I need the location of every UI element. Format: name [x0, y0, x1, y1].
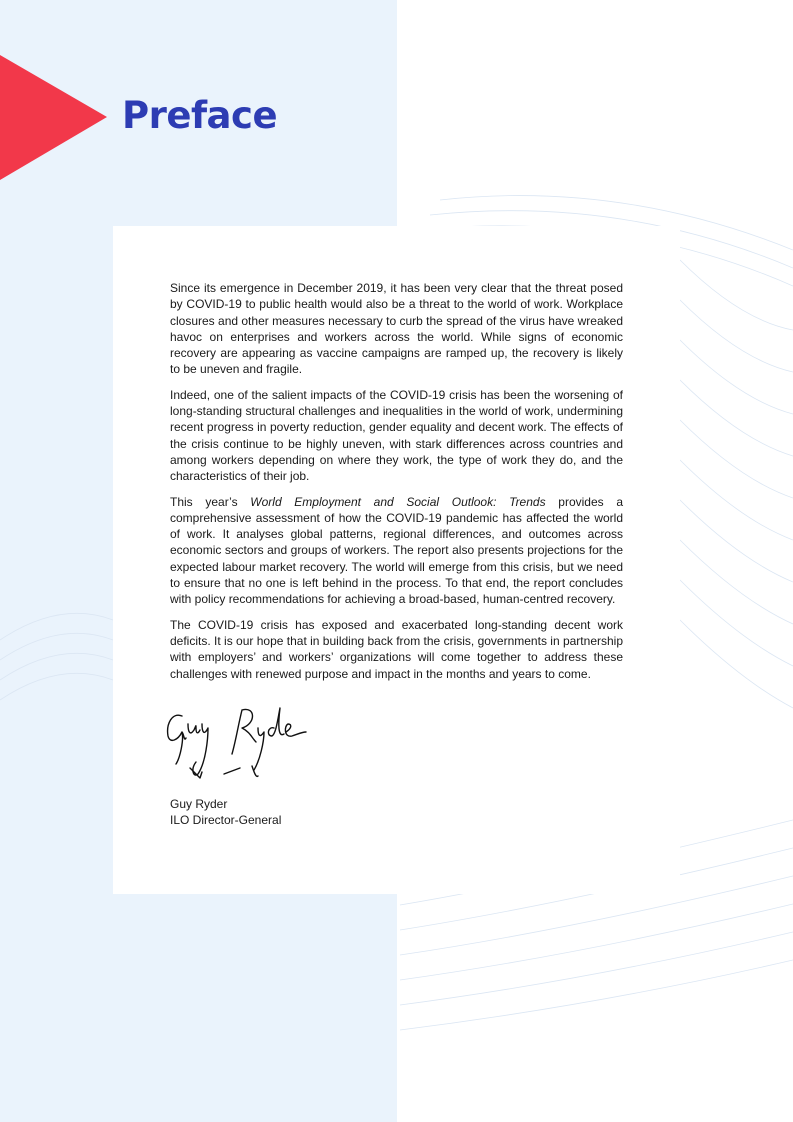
preface-body: [170, 280, 623, 691]
paragraph-1: Since its emergence in December 2019, it has been very clear that the threat posed by COVID-19 to public health would also be a threat to the world of work. Workplace closures and other measures necessary to curb the spread of the virus have wreaked havoc on enterprises and workers across the world. While signs of economic recovery are appearing as vaccine campaigns are ramped up, the recovery is likely to be uneven and fragile.: [170, 281, 623, 377]
red-triangle-shape: [0, 0, 110, 185]
signer-role: ILO Director-General: [170, 813, 282, 827]
paragraph-3-rest: provides a comprehensive assessment of how the COVID-19 pandemic has affected the world of work. It analyses global patterns, regional differences, and outcomes across economic sectors and groups of workers. The report also presents projections for the expected labour market recovery. The world will emerge from this crisis, but we need to ensure that no one is left behind in the process. To that end, the report concludes with policy recommendations for achieving a broad-based, human-centred recovery.: [170, 494, 623, 607]
signer-name: Guy Ryder: [170, 797, 228, 811]
paragraph-3: [170, 494, 623, 608]
paragraph-4: The COVID-19 crisis has exposed and exacerbated long-standing decent work deficits. It is our hope that in building back from the crisis, governments in partnership with employers’ and workers’ organizations will come together to address these challenges with renewed purpose and impact in the months and years to come.: [170, 617, 623, 681]
signer-block: [170, 796, 281, 828]
paragraph-3-lead: This year’s: [170, 494, 251, 509]
handwritten-signature: [160, 698, 320, 788]
paragraph-2: Indeed, one of the salient impacts of the COVID-19 crisis has been the worsening of long-standing structural challenges and inequalities in the world of work, undermining recent progress in poverty reduction, gender equality and decent work. The effects of the crisis continue to be highly uneven, with stark differences across countries and among workers depending on where they work, the type of work they do, and the characteristics of their job.: [170, 387, 623, 484]
report-title: World Employment and Social Outlook: Trends: [250, 494, 546, 509]
page-title: Preface: [122, 94, 278, 137]
